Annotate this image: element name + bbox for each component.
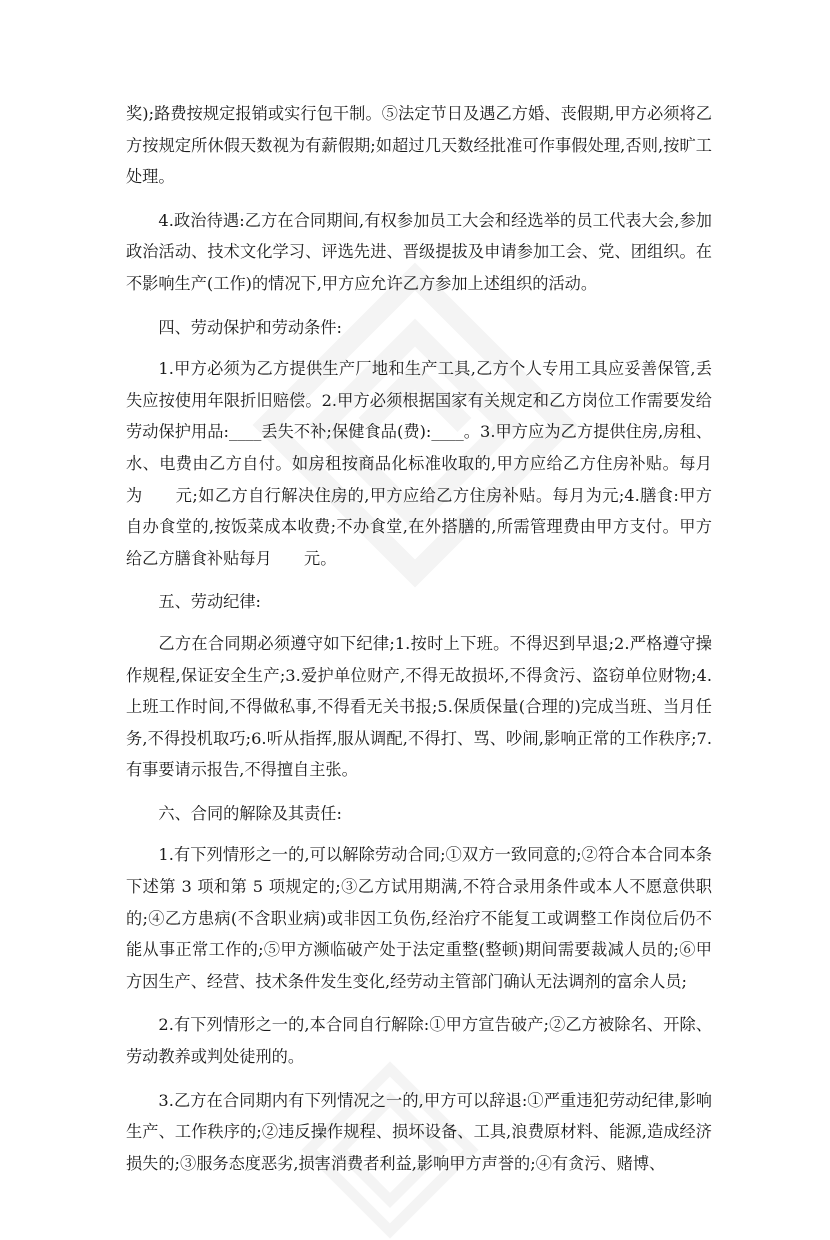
paragraph-labor-protection: 1.甲方必须为乙方提供生产厂地和生产工具,乙方个人专用工具应妥善保管,丢失应按使用年限折旧赔偿。2.甲方必须根据国家有关规定和乙方岗位工作需要发给劳动保护用品:____丢失不补;保健食品(费):____。3.甲方应为乙方提供住房,房租、水、电费由乙方自付。如房租按商品化标准收取的,甲方应给乙方住房补贴。每月为 元;如乙方自行解决住房的,甲方应给乙方住房补贴。每月为元;4.膳食:甲方自办食堂的,按饭菜成本收费;不办食堂,在外搭膳的,所需管理费由甲方支付。甲方给乙方膳食补贴每月 元。 [126, 359, 712, 568]
section-heading-labor-protection: 四、劳动保护和劳动条件: [158, 317, 342, 337]
document-body [126, 98, 712, 1191]
paragraph-dismissal-conditions: 3.乙方在合同期内有下列情况之一的,甲方可以辞退:①严重违犯劳动纪律,影响生产、工作秩序的;②违反操作规程、损坏设备、工具,浪费原材料、能源,造成经济损失的;③服务态度恶劣,损害消费者利益,影响甲方声誉的;④有贪污、赌博、 [126, 1090, 712, 1173]
paragraph-labor-discipline: 乙方在合同期必须遵守如下纪律;1.按时上下班。不得迟到早退;2.严格遵守操作规程,保证安全生产;3.爱护单位财产,不得无故损坏,不得贪污、盗窃单位财物;4.上班工作时间,不得做私事,不得看无关书报;5.保质保量(合理的)完成当班、当月任务,不得投机取巧;6.听从指挥,服从调配,不得打、骂、吵闹,影响正常的工作秩序;7.有事要请示报告,不得擅自主张。 [126, 633, 712, 780]
section-heading-contract-termination: 六、合同的解除及其责任: [158, 803, 342, 823]
paragraph-leave-continued: 奖);路费按规定报销或实行包干制。⑤法定节日及遇乙方婚、丧假期,甲方必须将乙方按规定所休假天数视为有薪假期;如超过几天数经批准可作事假处理,否则,按旷工处理。 [126, 104, 712, 187]
paragraph-automatic-termination: 2.有下列情形之一的,本合同自行解除:①甲方宣告破产;②乙方被除名、开除、劳动教养或判处徒刑的。 [126, 1015, 712, 1067]
paragraph-political-treatment: 4.政治待遇:乙方在合同期间,有权参加员工大会和经选举的员工代表大会,参加政治活动、技术文化学习、评选先进、晋级提拔及申请参加工会、党、团组织。在不影响生产(工作)的情况下,甲方应允许乙方参加上述组织的活动。 [126, 210, 712, 293]
section-heading-labor-discipline: 五、劳动纪律: [158, 592, 261, 612]
paragraph-termination-conditions: 1.有下列情形之一的,可以解除劳动合同;①双方一致同意的;②符合本合同本条下述第 3 项和第 5 项规定的;③乙方试用期满,不符合录用条件或本人不愿意供职的;④乙方患病(不含职业病)或非因工负伤,经治疗不能复工或调整工作岗位后仍不能从事正常工作的;⑤甲方濒临破产处于法定重整(整顿)期间需要裁减人员的;⑥甲方因生产、经营、技术条件发生变化,经劳动主管部门确认无法调剂的富余人员; [126, 845, 712, 991]
